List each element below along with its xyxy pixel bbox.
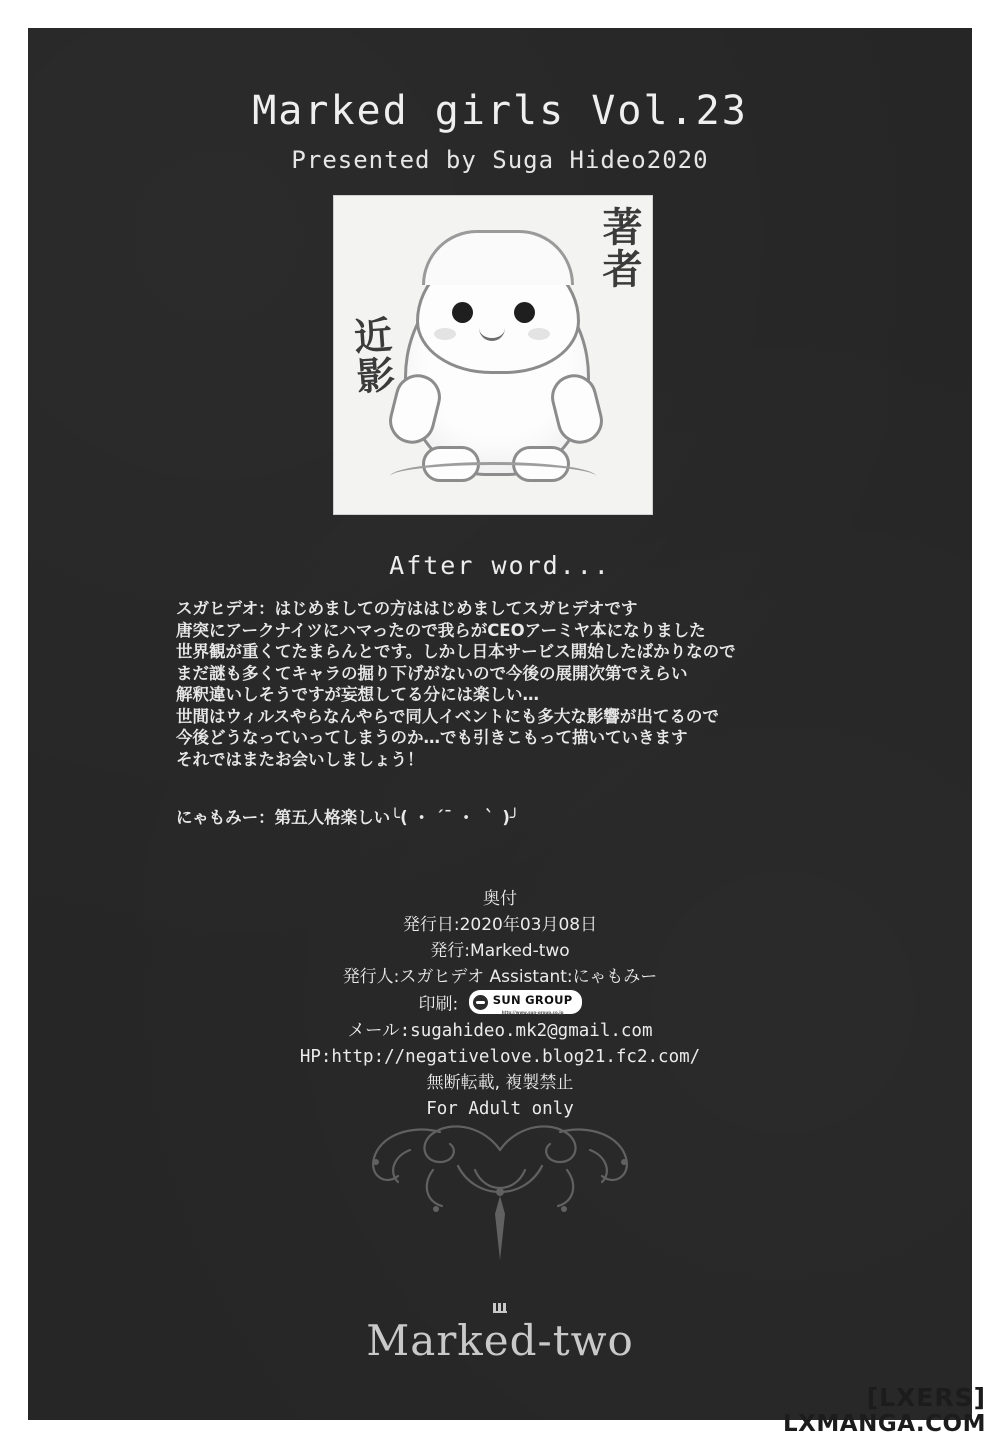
mascot-base-shadow	[390, 462, 596, 491]
sun-logo-name	[493, 990, 573, 1015]
colophon-homepage: HP:http://negativelove.blog21.fc2.com/	[299, 1046, 701, 1067]
brand-logo	[28, 1316, 972, 1365]
afterword-line: まだ謎も多くてキャラの掘り下げがないので今後の展開次第でえらい	[176, 663, 688, 683]
colophon-printer-row	[28, 990, 972, 1018]
sun-group-logo	[469, 990, 582, 1014]
sun-logo-url: http://www.sun-group.co.jp	[501, 1009, 564, 1015]
watermark-line-2: LXMANGA.COM	[783, 1411, 986, 1437]
sun-logo-name-text: SUN GROUP	[492, 992, 573, 1007]
colophon-rights: 無断転載, 複製禁止	[426, 1072, 574, 1093]
author-photo	[333, 195, 653, 515]
mascot-hat	[422, 230, 574, 285]
afterword-body	[176, 598, 876, 770]
printed-page-sheet	[28, 28, 972, 1420]
afterword-line: 世間はウィルスやらなんやらで同人イベントにも多大な影響が出てるので	[176, 706, 719, 726]
mascot-eye-left	[452, 302, 473, 323]
mascot-illustration	[386, 224, 601, 494]
decorative-flourish-icon	[290, 1110, 710, 1300]
page-title: Marked girls Vol.23	[252, 88, 748, 134]
afterword-line: 世界観が重くてたまらんとです。しかし日本サービス開始したばかりなので	[176, 642, 736, 661]
afterword-heading: After word...	[389, 551, 611, 580]
photo-caption-author: 著者	[596, 206, 642, 290]
photo-caption-recent: 近影	[346, 314, 396, 398]
afterword-line: スガヒデオ：はじめましての方ははじめましてスガヒデオです	[176, 599, 638, 618]
colophon-mail: メール:sugahideo.mk2@gmail.com	[347, 1020, 653, 1041]
afterword-line: 解釈違いしそうですが妄想してる分には楽しい…	[176, 685, 539, 704]
mascot-eye-right	[514, 302, 535, 323]
mascot-cheek-left	[434, 328, 456, 340]
afterword-line: 唐突にアークナイツにハマったので我らがCEOアーミヤ本になりました	[176, 620, 706, 640]
mascot-cheek-right	[528, 328, 550, 340]
colophon-publisher: 発行:Marked-two	[430, 941, 570, 961]
watermark-line-1: [LXERS]	[866, 1383, 986, 1412]
colophon-author-line: 発行人:スガヒデオ Assistant:にゃもみー	[342, 967, 658, 987]
page-subtitle: Presented by Suga Hideo2020	[291, 146, 709, 174]
colophon-publish-date: 発行日:2020年03月08日	[402, 915, 598, 935]
colophon-heading: 奥付	[483, 889, 517, 909]
site-watermark	[783, 1385, 986, 1437]
colophon-print-label: 印刷:	[418, 994, 459, 1015]
afterword-line: それではまたお会いしましょう！	[176, 749, 424, 769]
colophon	[28, 886, 972, 1122]
colophon-adult-only: For Adult only	[426, 1098, 574, 1119]
sun-logo-icon	[473, 995, 488, 1010]
afterword-line: 今後どうなっていってしまうのか…でも引きこもって描いていきます	[176, 728, 688, 747]
assistant-note: にゃもみー：第五人格楽しい╰( ・ ´¯ ・ ｀ )╯	[176, 808, 520, 827]
brand-logo-text: Marked-two	[366, 1316, 634, 1365]
